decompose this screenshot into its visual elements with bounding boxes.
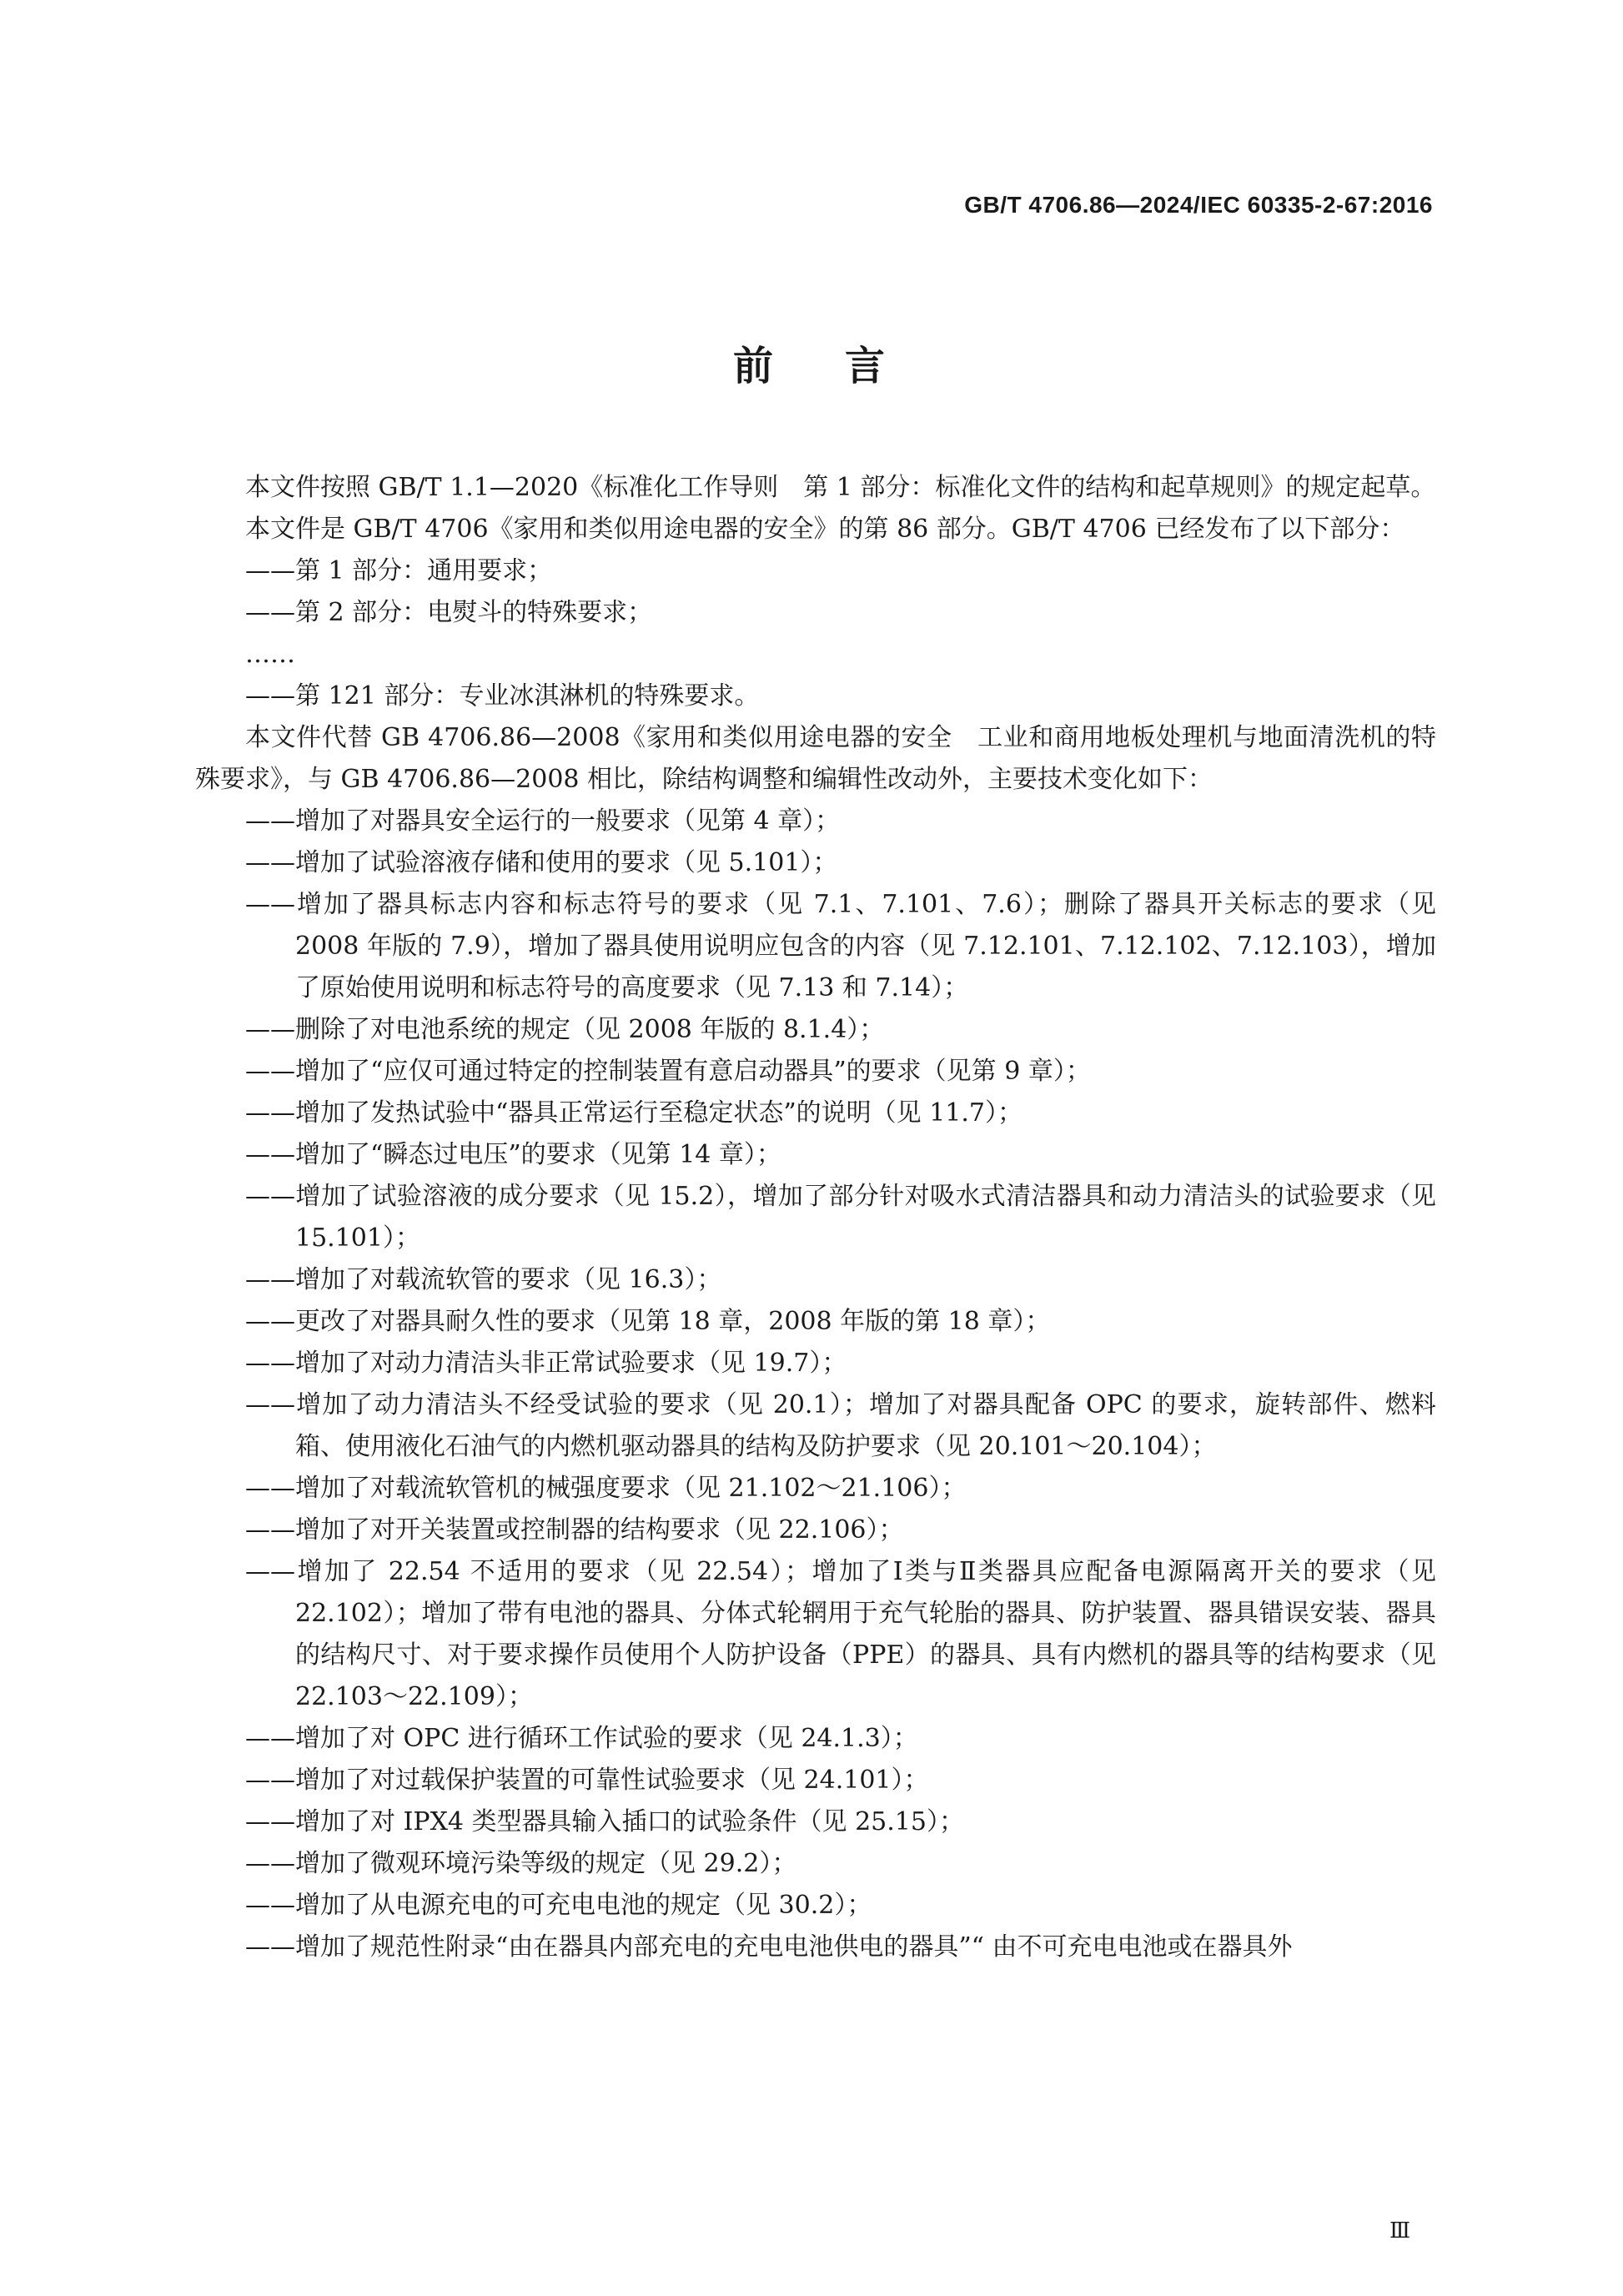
list-item: ——增加了从电源充电的可充电电池的规定（见 30.2）； bbox=[245, 1891, 872, 1920]
paragraph: 本文件是 GB/T 4706《家用和类似用途电器的安全》的第 86 部分。GB/T 4706 已经发布了以下部分： bbox=[245, 515, 1405, 544]
list-item: ——增加了对过载保护装置的可靠性试验要求（见 24.101）； bbox=[245, 1766, 929, 1795]
list-item: ——增加了规范性附录“由在器具内部充电的充电电池供电的器具”“ 由不可充电电池或在器具外 bbox=[245, 1932, 1293, 1962]
list-item: ——增加了对 IPX4 类型器具输入插口的试验条件（见 25.15）； bbox=[245, 1807, 964, 1836]
page-title bbox=[0, 334, 1623, 391]
title-char-1: 前 bbox=[732, 343, 778, 389]
list-item: ——增加了 22.54 不适用的要求（见 22.54）；增加了Ⅰ类与Ⅱ类器具应配备电源隔离开关的要求（见 22.102）；增加了带有电池的器具、分体式轮辋用于充气轮胎的器具、防护装置、器具错误安装、器具的结构尺寸、对于要求操作员使用个人防护设备（PPE）的器具、具有内燃机的器具等的结构要求（见 22.103～22.109）； bbox=[245, 1557, 1436, 1711]
list-item: ——增加了试验溶液的成分要求（见 15.2），增加了部分针对吸水式清洁器具和动力清洁头的试验要求（见 15.101）； bbox=[245, 1182, 1436, 1253]
list-item: ——增加了“应仅可通过特定的控制装置有意启动器具”的要求（见第 9 章）； bbox=[245, 1057, 1091, 1086]
list-item: ——增加了对器具安全运行的一般要求（见第 4 章）； bbox=[245, 806, 841, 836]
list-item: ——第 2 部分：电熨斗的特殊要求； bbox=[245, 598, 653, 627]
title-char-2: 言 bbox=[845, 343, 891, 389]
list-item: ——增加了对载流软管机的械强度要求（见 21.102～21.106）； bbox=[245, 1474, 967, 1503]
list-item: ——增加了试验溶液存储和使用的要求（见 5.101）； bbox=[245, 848, 838, 877]
foreword-body bbox=[195, 467, 1436, 1968]
page-number: Ⅲ bbox=[1389, 2218, 1411, 2243]
list-item: ——增加了发热试验中“器具正常运行至稳定状态”的说明（见 11.7）； bbox=[245, 1098, 1023, 1128]
paragraph: 本文件按照 GB/T 1.1—2020《标准化工作导则 第 1 部分：标准化文件的结构和起草规则》的规定起草。 bbox=[245, 473, 1436, 502]
list-item: ——增加了微观环境污染等级的规定（见 29.2）； bbox=[245, 1849, 797, 1878]
list-item: ——更改了对器具耐久性的要求（见第 18 章，2008 年版的第 18 章）； bbox=[245, 1307, 1051, 1336]
list-item: ——增加了对开关装置或控制器的结构要求（见 22.106）； bbox=[245, 1515, 904, 1545]
paragraph: 本文件代替 GB 4706.86—2008《家用和类似用途电器的安全 工业和商用地板处理机与地面清洗机的特殊要求》，与 GB 4706.86—2008 相比，除结构调整和编辑性改动外，主要技术变化如下： bbox=[195, 723, 1436, 794]
standard-code: GB/T 4706.86—2024/IEC 60335-2-67:2016 bbox=[964, 192, 1433, 218]
list-item: ——增加了“瞬态过电压”的要求（见第 14 章）； bbox=[245, 1140, 781, 1169]
list-item: ——第 121 部分：专业冰淇淋机的特殊要求。 bbox=[245, 681, 760, 711]
list-item: ——增加了器具标志内容和标志符号的要求（见 7.1、7.101、7.6）；删除了器具开关标志的要求（见 2008 年版的 7.9），增加了器具使用说明应包含的内容（见 7.12.101、7.12.102、7.12.103），增加了原始使用说明和标志符号的高度要求（见 7.13 和 7.14）； bbox=[245, 890, 1436, 1002]
list-item: ——增加了对 OPC 进行循环工作试验的要求（见 24.1.3）； bbox=[245, 1724, 918, 1753]
list-item: ——增加了对载流软管的要求（见 16.3）； bbox=[245, 1265, 722, 1294]
list-item: ——增加了动力清洁头不经受试验的要求（见 20.1）；增加了对器具配备 OPC 的要求，旋转部件、燃料箱、使用液化石油气的内燃机驱动器具的结构及防护要求（见 20.101～20.104）； bbox=[245, 1390, 1436, 1461]
list-item: ——增加了对动力清洁头非正常试验要求（见 19.7）； bbox=[245, 1349, 847, 1378]
ellipsis: …… bbox=[245, 640, 295, 669]
list-item: ——删除了对电池系统的规定（见 2008 年版的 8.1.4）； bbox=[245, 1015, 885, 1044]
list-item: ——第 1 部分：通用要求； bbox=[245, 556, 553, 585]
